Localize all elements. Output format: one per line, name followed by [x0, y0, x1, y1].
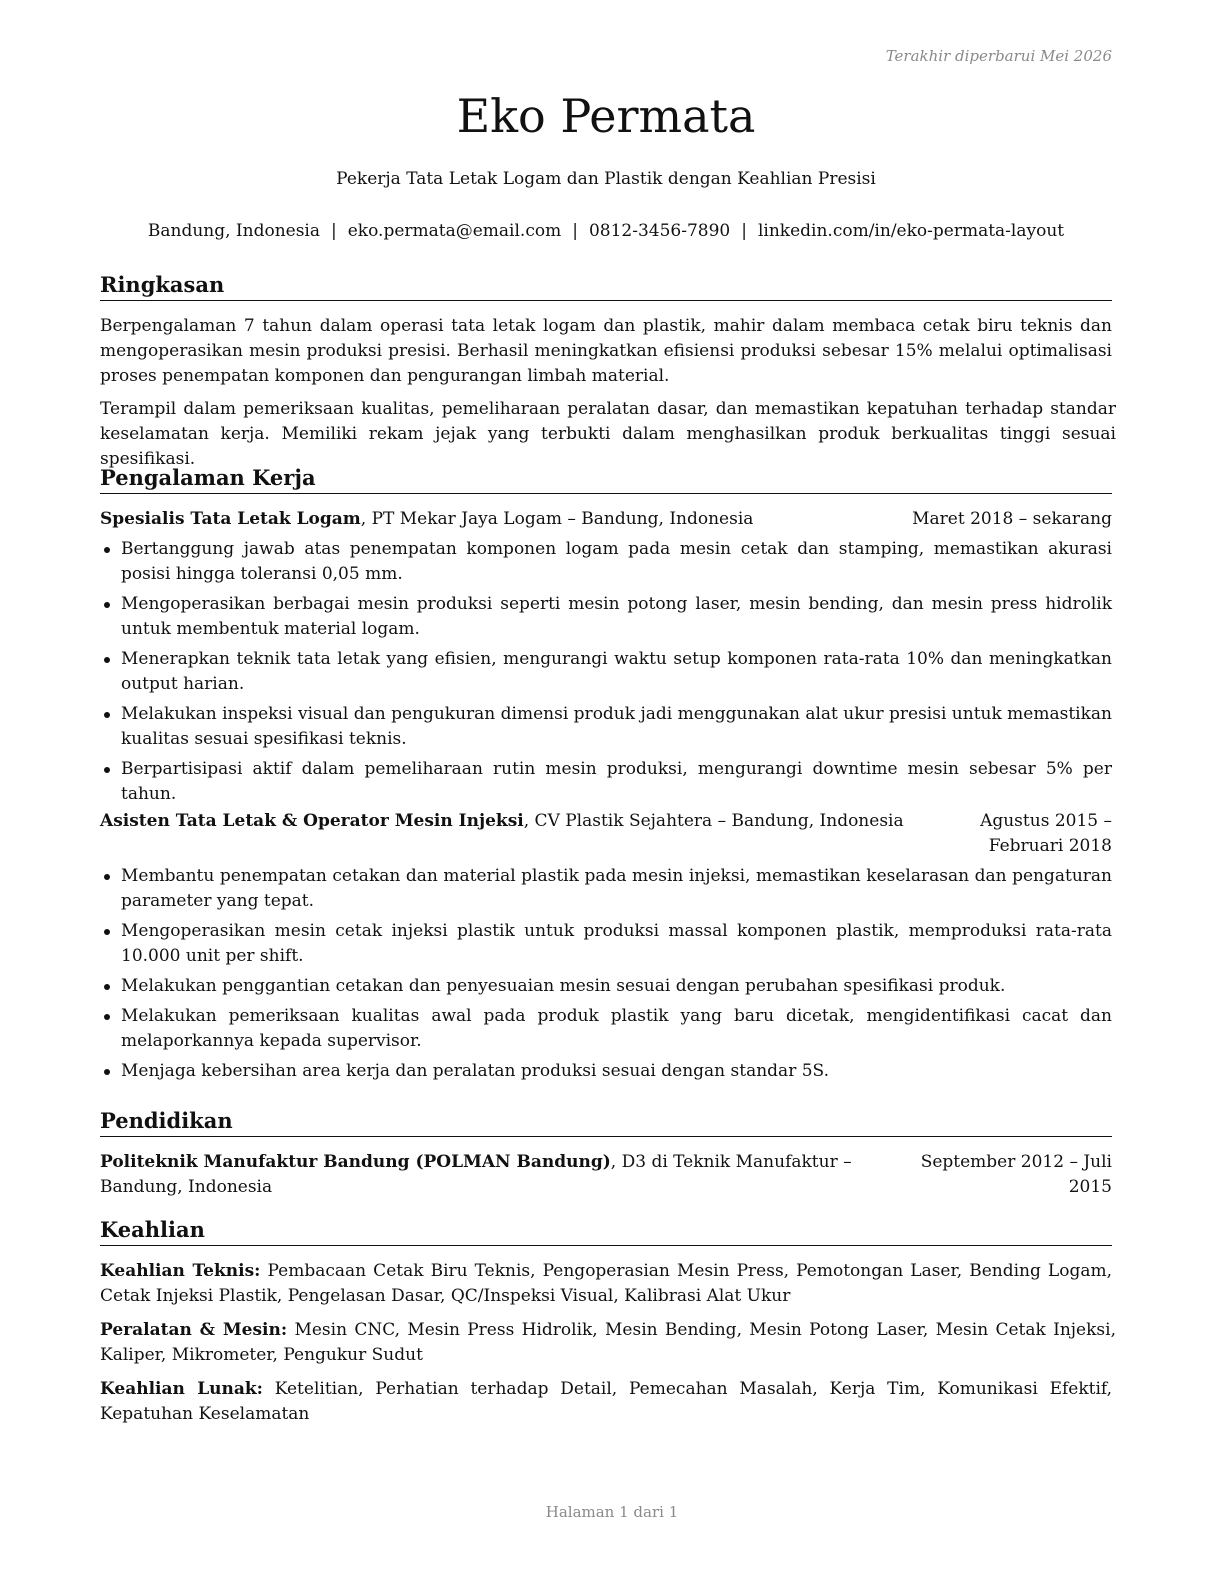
list-item: Berpartisipasi aktif dalam pemeliharaan rutin mesin produksi, mengurangi downtime mesin sebesar 5% per tahun.	[100, 757, 1112, 807]
education-dates: September 2012 – Juli 2015	[920, 1152, 1112, 1197]
education-heading: Pendidikan	[100, 1107, 1112, 1137]
job-entry	[100, 507, 1112, 812]
education-header	[100, 1150, 1112, 1200]
list-item: Melakukan inspeksi visual dan pengukuran dimensi produk jadi menggunakan alat ukur presisi untuk memastikan kualitas sesuai spesifikasi teknis.	[100, 702, 1112, 752]
contact-linkedin[interactable]: linkedin.com/in/eko-permata-layout	[757, 221, 1065, 241]
education-school: Politeknik Manufaktur Bandung (POLMAN Bandung)	[100, 1152, 611, 1172]
summary-section	[100, 314, 1116, 472]
education-title-line	[100, 1150, 880, 1200]
summary-heading: Ringkasan	[100, 271, 1112, 301]
job-title-line	[100, 811, 904, 831]
skill-text: Mesin CNC, Mesin Press Hidrolik, Mesin Bending, Mesin Potong Laser, Mesin Cetak Injeksi, Kaliper, Mikrometer, Pengukur Sudut	[100, 1320, 1116, 1365]
summary-paragraph: Terampil dalam pemeriksaan kualitas, pemeliharaan peralatan dasar, dan memastikan kepatuhan terhadap standar keselamatan kerja. Memiliki rekam jejak yang terbukti dalam menghasilkan produk berkualitas tinggi sesuai spesifikasi.	[100, 399, 1116, 469]
list-item: Melakukan penggantian cetakan dan penyesuaian mesin sesuai dengan perubahan spesifikasi produk.	[100, 974, 1112, 999]
job-bullets	[100, 864, 1112, 1084]
job-company: , CV Plastik Sejahtera – Bandung, Indonesia	[523, 811, 904, 831]
job-dates: Agustus 2015 – Februari 2018	[980, 811, 1112, 856]
education-entry	[100, 1150, 1112, 1200]
list-item: Menerapkan teknik tata letak yang efisien, mengurangi waktu setup komponen rata-rata 10% dan meningkatkan output harian.	[100, 647, 1112, 697]
skill-text: Pembacaan Cetak Biru Teknis, Pengoperasian Mesin Press, Pemotongan Laser, Bending Logam, Cetak Injeksi Plastik, Pengelasan Dasar, QC/Inspeksi Visual, Kalibrasi Alat Ukur	[100, 1261, 1112, 1306]
skill-text: Ketelitian, Perhatian terhadap Detail, Pemecahan Masalah, Kerja Tim, Komunikasi Efektif, Kepatuhan Keselamatan	[100, 1379, 1113, 1424]
headline: Pekerja Tata Letak Logam dan Plastik dengan Keahlian Presisi	[336, 169, 876, 189]
skill-group	[100, 1259, 1112, 1309]
contact-line	[100, 219, 1112, 244]
contact-email[interactable]: eko.permata@email.com	[347, 221, 562, 241]
skill-group	[100, 1377, 1112, 1427]
list-item: Mengoperasikan berbagai mesin produksi seperti mesin potong laser, mesin bending, dan mesin press hidrolik untuk membentuk material logam.	[100, 592, 1112, 642]
job-header	[100, 809, 1112, 856]
job-header	[100, 507, 1112, 532]
job-dates: Maret 2018 – sekarang	[912, 509, 1112, 529]
contact-location: Bandung, Indonesia	[147, 221, 321, 241]
summary-paragraph: Berpengalaman 7 tahun dalam operasi tata letak logam dan plastik, mahir dalam membaca cetak biru teknis dan mengoperasikan mesin produksi presisi. Berhasil meningkatkan efisiensi produksi sebesar 15% melalui optimalisasi proses penempatan komponen dan pengurangan limbah material.	[100, 316, 1112, 386]
skill-label: Keahlian Teknis:	[100, 1261, 261, 1281]
skill-group	[100, 1318, 1116, 1368]
list-item: Bertanggung jawab atas penempatan komponen logam pada mesin cetak dan stamping, memastikan akurasi posisi hingga toleransi 0,05 mm.	[100, 537, 1112, 587]
list-item: Mengoperasikan mesin cetak injeksi plastik untuk produksi massal komponen plastik, memproduksi rata-rata 10.000 unit per shift.	[100, 919, 1112, 969]
skills-heading: Keahlian	[100, 1216, 1112, 1246]
page-number: Halaman 1 dari 1	[545, 1503, 679, 1521]
contact-separator: |	[572, 221, 578, 241]
job-bullets	[100, 537, 1112, 807]
last-updated: Terakhir diperbarui Mei 2026	[885, 47, 1112, 65]
contact-separator: |	[331, 221, 337, 241]
list-item: Membantu penempatan cetakan dan material plastik pada mesin injeksi, memastikan keselarasan dan pengaturan parameter yang tepat.	[100, 864, 1112, 914]
education-detail: , D3 di Teknik Manufaktur – Bandung, Indonesia	[100, 1152, 852, 1197]
list-item: Melakukan pemeriksaan kualitas awal pada produk plastik yang baru dicetak, mengidentifikasi cacat dan melaporkannya kepada supervisor.	[100, 1004, 1112, 1054]
job-entry	[100, 809, 1112, 1089]
job-title-line	[100, 507, 753, 532]
skill-label: Peralatan & Mesin:	[100, 1320, 288, 1340]
job-role: Spesialis Tata Letak Logam	[100, 509, 361, 529]
experience-heading: Pengalaman Kerja	[100, 464, 1112, 494]
list-item: Menjaga kebersihan area kerja dan peralatan produksi sesuai dengan standar 5S.	[100, 1059, 1112, 1084]
contact-phone: 0812-3456-7890	[588, 221, 731, 241]
job-role: Asisten Tata Letak & Operator Mesin Injeksi	[100, 811, 524, 831]
skills-section	[100, 1259, 1116, 1427]
job-company: , PT Mekar Jaya Logam – Bandung, Indonesia	[360, 509, 754, 529]
skill-label: Keahlian Lunak:	[100, 1379, 263, 1399]
candidate-name: Eko Permata	[456, 89, 756, 143]
contact-separator: |	[741, 221, 747, 241]
